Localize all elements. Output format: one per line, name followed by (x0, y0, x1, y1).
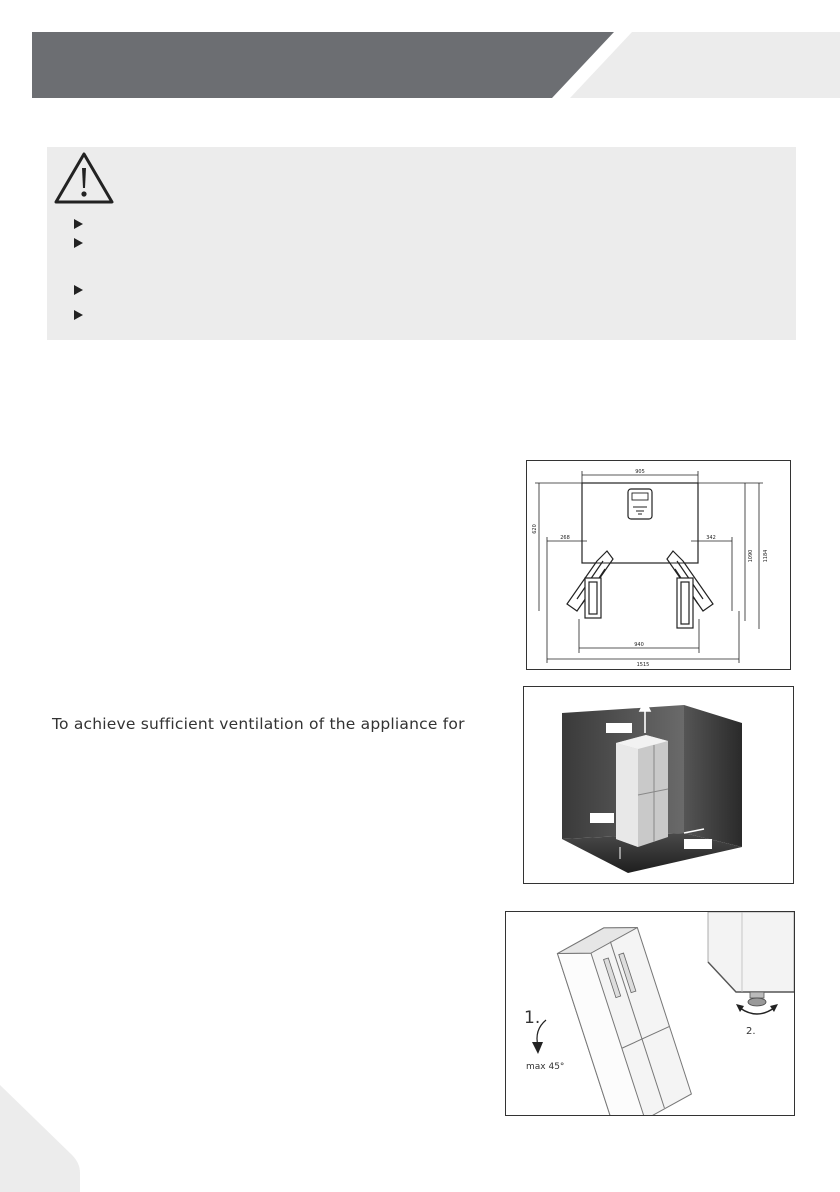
step1-note: max 45° (526, 1062, 565, 1072)
ventilation-label-right (684, 839, 712, 849)
triangle-right-bullet-icon (74, 285, 83, 295)
dim-left-door: 268 (560, 535, 570, 541)
tilt-adjust-illustration (506, 912, 794, 1115)
door-clearance-diagram (527, 461, 790, 669)
door-clearance-figure (526, 460, 791, 670)
foot-closeup (708, 912, 794, 1037)
ventilation-illustration (524, 687, 793, 883)
rotate-arrow-icon (740, 1008, 774, 1014)
ventilation-label-top (606, 723, 632, 733)
dim-height-outer: 1184 (763, 549, 769, 563)
header-bar (32, 32, 614, 98)
page-corner-tab (0, 1085, 80, 1192)
ventilation-text: To achieve sufficient ventilation of the appliance for (52, 715, 465, 733)
dim-width-bottom-inner: 940 (634, 642, 644, 648)
tilted-fridge (554, 918, 694, 1115)
triangle-right-bullet-icon (74, 310, 83, 320)
dim-width-bottom-outer: 1515 (636, 662, 650, 668)
step2-label: 2. (746, 1026, 756, 1037)
ventilation-figure (523, 686, 794, 884)
dim-depth-left: 620 (532, 524, 538, 534)
warning-box (47, 147, 796, 340)
dim-width-top: 905 (635, 469, 645, 475)
ventilation-label-left (590, 813, 614, 823)
warning-triangle-icon (52, 150, 116, 208)
dim-right-door: 342 (706, 535, 716, 541)
triangle-right-bullet-icon (74, 219, 83, 229)
header-tab (570, 32, 840, 98)
triangle-right-bullet-icon (74, 238, 83, 248)
dim-height-inner: 1090 (748, 549, 754, 563)
tilt-adjust-figure (505, 911, 795, 1116)
step1-label: 1. (524, 1008, 541, 1028)
